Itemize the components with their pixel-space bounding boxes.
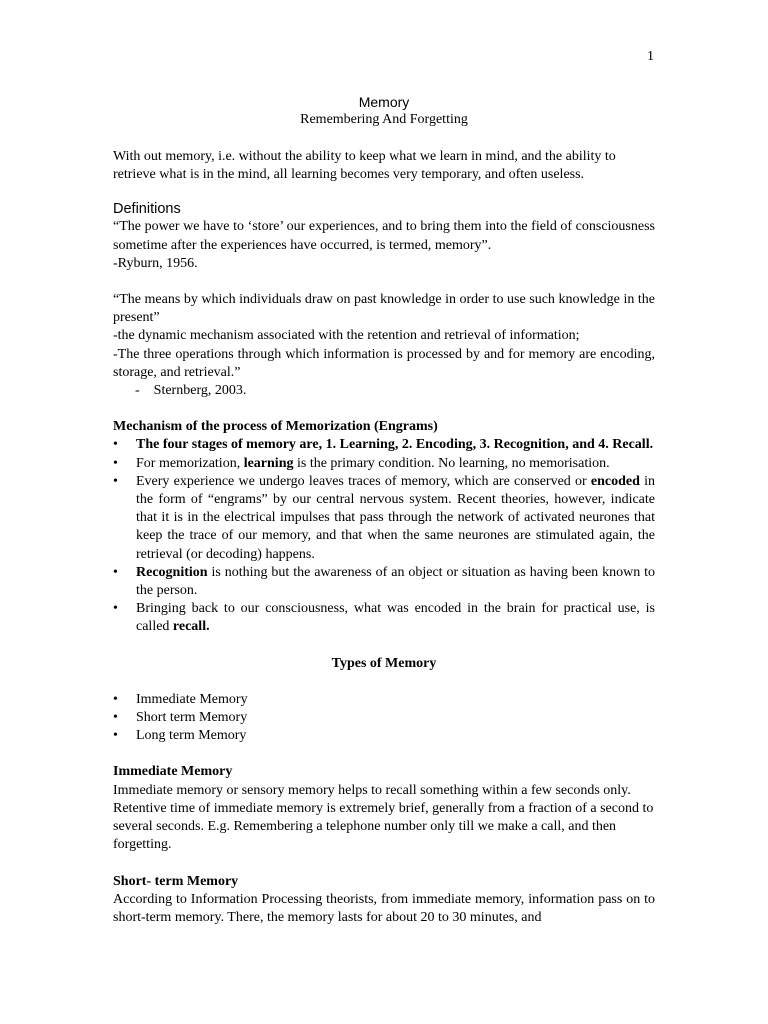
stages-text: The four stages of memory are, 1. Learning, 2. Encoding, 3. Recognition, and 4. Recall. — [136, 437, 654, 453]
definitions-heading: Definitions — [113, 201, 181, 218]
immediate-memory-heading: Immediate Memory — [113, 764, 233, 780]
types-list — [113, 691, 655, 746]
list-item — [113, 709, 655, 727]
definition-1-quote: “The power we have to ‘store’ our experiences, and to bring them into the field of consciousness sometime after the experiences have occurred, is termed, memory”. — [113, 219, 655, 253]
document-title: Memory — [358, 94, 410, 110]
bullet-icon: • — [113, 473, 118, 489]
list-item — [113, 564, 655, 600]
learning-text-post: is the primary condition. No learning, no memorisation. — [293, 455, 610, 471]
page-number: 1 — [647, 49, 654, 64]
type-label: Long term Memory — [136, 728, 247, 744]
learning-text-pre: For memorization, — [136, 455, 244, 471]
short-term-memory-text: According to Information Processing theorists, from immediate memory, information pass on to short-term memory. There, the memory lasts for about 20 to 30 minutes, and — [113, 891, 655, 925]
document-subtitle: Remembering And Forgetting — [300, 112, 468, 127]
bullet-icon: • — [113, 691, 118, 707]
list-item — [113, 691, 655, 709]
encoded-term: encoded — [590, 473, 640, 489]
definition-2-quote: “The means by which individuals draw on past knowledge in order to use such knowledge in the present” — [113, 292, 655, 326]
list-item — [113, 455, 655, 473]
recognition-term: Recognition — [136, 564, 208, 580]
bullet-icon: • — [113, 728, 118, 744]
immediate-memory-text: Immediate memory or sensory memory helps to recall something within a few seconds only. Retentive time of immediate memory is extremely brief, generally from a fraction of a second to several seconds. E.g. Remembering a telephone number only till we make a call, and then forgetting. — [113, 782, 654, 853]
citation-dash: - — [135, 383, 140, 399]
bullet-icon: • — [113, 455, 118, 471]
list-item — [113, 436, 655, 454]
definition-1-source: -Ryburn, 1956. — [113, 255, 198, 271]
encoding-text-pre: Every experience we undergo leaves traces of memory, which are conserved or — [136, 473, 591, 489]
type-label: Immediate Memory — [136, 691, 248, 707]
bullet-icon: • — [113, 437, 118, 453]
definition-2-line-3: -The three operations through which information is processed by and for memory are encoding, storage, and retrieval.” — [113, 346, 655, 380]
type-label: Short term Memory — [136, 710, 248, 726]
list-item — [113, 727, 655, 745]
learning-term: learning — [243, 455, 294, 471]
bullet-icon: • — [113, 564, 118, 580]
intro-paragraph: With out memory, i.e. without the ability to keep what we learn in mind, and the ability to retrieve what is in the mind, all learning becomes very temporary, and often useless. — [113, 149, 616, 183]
bullet-icon: • — [113, 601, 118, 617]
mechanism-heading: Mechanism of the process of Memorization (Engrams) — [113, 419, 438, 435]
citation-text: Sternberg, 2003. — [153, 383, 247, 399]
recall-text-pre: Bringing back to our consciousness, what was encoded in the brain for practical use, is called — [136, 601, 655, 635]
bullet-icon: • — [113, 710, 118, 726]
document-body — [113, 94, 655, 927]
recognition-text: is nothing but the awareness of an object or situation as having been known to the person. — [136, 564, 655, 599]
encoding-text-post: in the form of “engrams” by our central nervous system. Recent theories, however, indicate that it is in the electrical impulses that pass through the network of activated neurones that keep the trace of our memory, and that when the same neurones are stimulated again, the retrieval (or decoding) happens. — [136, 473, 656, 562]
definition-2-citation — [113, 382, 655, 400]
list-item — [113, 600, 655, 636]
mechanism-list — [113, 436, 655, 636]
list-item — [113, 473, 655, 564]
definition-2-line-2: -the dynamic mechanism associated with the retention and retrieval of information; — [113, 328, 580, 344]
short-term-memory-heading: Short- term Memory — [113, 873, 239, 889]
types-heading: Types of Memory — [331, 655, 437, 671]
recall-term: recall. — [172, 619, 210, 635]
